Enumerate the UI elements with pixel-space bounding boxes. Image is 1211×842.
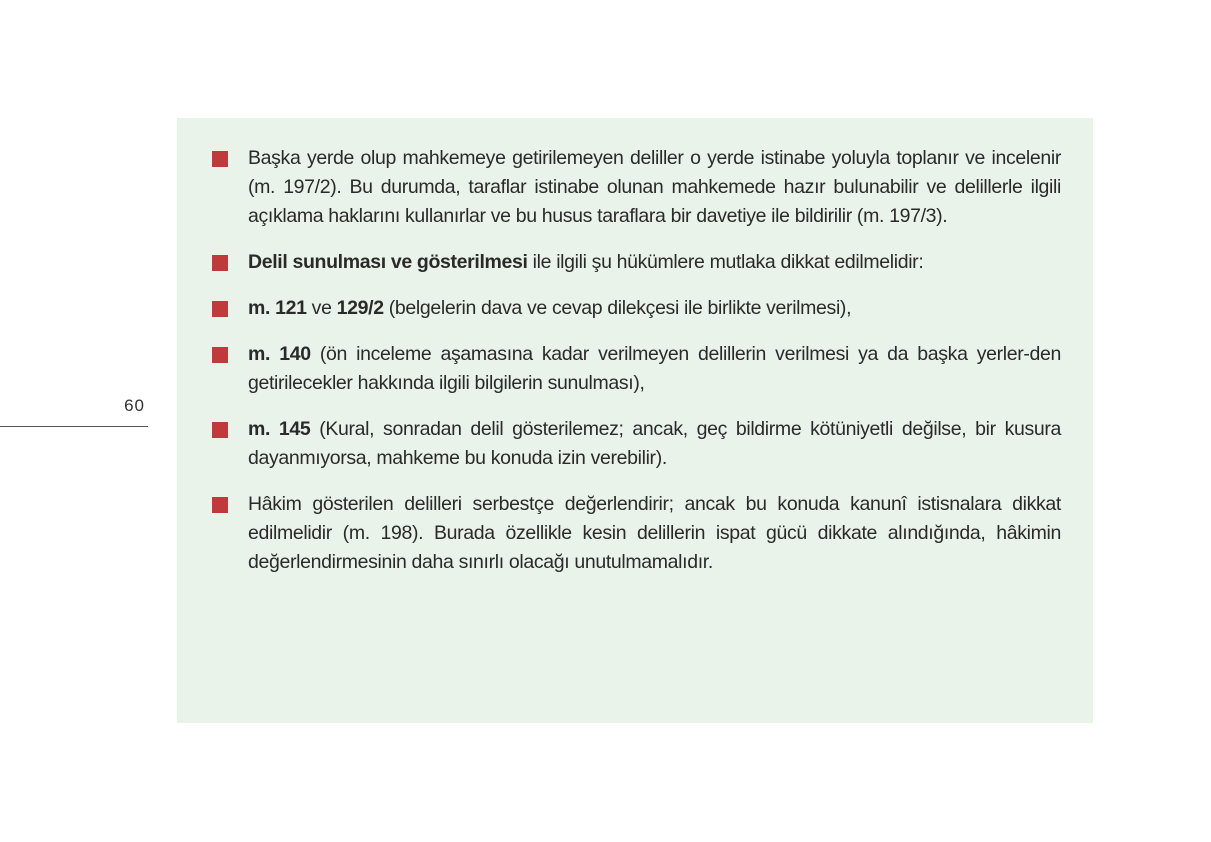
item-bold-text: m. 121 bbox=[248, 297, 307, 319]
item-text: ile ilgili şu hükümlere mutlaka dikkat edilmelidir: bbox=[527, 251, 924, 273]
item-bold-text: 129/2 bbox=[336, 297, 384, 319]
item-text: (belgelerin dava ve cevap dilekçesi ile birlikte verilmesi), bbox=[383, 297, 852, 319]
bullet-square-icon bbox=[212, 255, 228, 271]
list-item bbox=[212, 415, 1061, 473]
bullet-square-icon bbox=[212, 347, 228, 363]
page-number: 60 bbox=[124, 396, 145, 415]
bullet-square-icon bbox=[212, 151, 228, 167]
bullet-square-icon bbox=[212, 497, 228, 513]
list-item bbox=[212, 340, 1061, 398]
item-text: Hâkim gösterilen delilleri serbestçe değerlendirir; ancak bu konuda kanunî istisnalara dikkat edilmelidir (m. 198). Burada özellikle kesin delillerin ispat gücü dikkate alındığında, hâkimin değerlendirmesinin daha sınırlı olacağı unutulmamalıdır. bbox=[248, 493, 1061, 573]
content-panel bbox=[177, 118, 1093, 723]
list-item bbox=[212, 490, 1061, 577]
list-item bbox=[212, 248, 1061, 277]
page-number-rule bbox=[0, 426, 148, 427]
item-text: ve bbox=[306, 297, 337, 319]
item-text: Başka yerde olup mahkemeye getirilemeyen deliller o yerde istinabe yoluyla toplanır ve incelenir (m. 197/2). Bu durumda, taraflar istinabe olunan mahkemede hazır bulunabilir ve delillerle ilgili açıklama haklarını kullanırlar ve bu husus taraflara bir davetiye ile bildirilir (m. 197/3). bbox=[248, 147, 1061, 227]
list-item bbox=[212, 144, 1061, 231]
list-item bbox=[212, 294, 1061, 323]
item-bold-text: m. 145 bbox=[248, 418, 311, 440]
bullet-list bbox=[212, 144, 1061, 594]
item-text: (ön inceleme aşamasına kadar verilmeyen delillerin verilmesi ya da başka yerler-den getirilecekler hakkında ilgili bilgilerin sunulması), bbox=[248, 343, 1062, 394]
item-text: (Kural, sonradan delil gösterilemez; ancak, geç bildirme kötüniyetli değilse, bir kusura dayanmıyorsa, mahkeme bu konuda izin verebilir). bbox=[248, 418, 1061, 469]
item-bold-text: Delil sunulması ve gösterilmesi bbox=[248, 251, 528, 273]
item-bold-text: m. 140 bbox=[248, 343, 311, 365]
bullet-square-icon bbox=[212, 422, 228, 438]
bullet-square-icon bbox=[212, 301, 228, 317]
